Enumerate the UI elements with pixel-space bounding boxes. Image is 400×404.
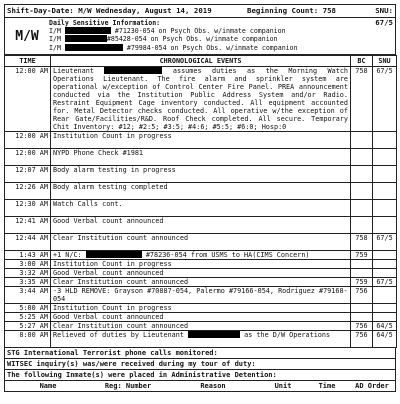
sensitive-info-block <box>4 18 396 55</box>
table-row: 3:00 AM Institution Count in progress <box>5 260 397 269</box>
table-row: 5:25 AM Good Verbal count announced <box>5 313 397 322</box>
redaction-box <box>65 35 107 42</box>
table-row: 12:00 AM NYPD Phone Check #1981 <box>5 149 397 166</box>
redaction-box <box>86 251 142 258</box>
table-row: 12:00 AM Lieutenant assumes duties as the Morning Watch Operations Lieutenant. The fire alarm and sprinkler system are operational w/exception of Control Center Fire Panel. PREA announcement conducted via the Institution Public Address System and/or Radio. Restraint Equipment Cage inventory conducted. All equipment accounted for. Metal Detector checks conducted. All operative w/the exception of Rear Gate/Facilities/R&D. Roof Check completed. All secure. Temporary Chit Inventory: #12; #2:5; #3:5; #4:6; #5:5; #6:0; Hosp:0 758 67/5 <box>5 67 397 132</box>
snu-total: SNU: 67/5 <box>375 6 393 27</box>
sensitive-line: I/M #85428-054 on Psych Obs. w/inmate companion <box>49 35 278 44</box>
witsec-line: WITSEC inquiry(s) was/were received during my tour of duty: <box>4 359 396 370</box>
table-row: 12:26 AM Body alarm testing completed <box>5 183 397 200</box>
redaction-box <box>65 44 123 51</box>
admin-detention-line: The following Inmate(s) were placed in Administrative Detention: <box>4 370 396 381</box>
events-table <box>4 55 397 348</box>
table-row: 5:00 AM Institution Count in progress <box>5 304 397 313</box>
beginning-count: Beginning Count: 758 <box>247 6 336 15</box>
col-events: CHRONOLOGICAL EVENTS <box>51 56 351 67</box>
sensitive-info-title: Daily Sensitive Information: <box>49 19 161 27</box>
table-row: 3:35 AM Clear Institution count announced 759 67/5 <box>5 278 397 287</box>
table-row: 1:43 AM +1 N/C: #78236-054 from USMS to HA(CIMS Concern) 759 <box>5 251 397 260</box>
sensitive-line: I/M #71230-054 on Psych Obs. w/inmate companion <box>49 27 286 36</box>
shift-day-date: Shift-Day-Date: M/W Wednesday, August 14, 2019 <box>7 6 212 15</box>
table-row: 12:07 AM Body alarm testing in progress <box>5 166 397 183</box>
redaction-box <box>104 67 162 74</box>
redaction-box <box>65 27 111 34</box>
table-row: 12:30 AM Watch Calls cont. <box>5 200 397 217</box>
col-snu: SNU <box>373 56 397 67</box>
ad-col-reason: Reason <box>200 382 226 390</box>
events-header-row <box>5 56 397 67</box>
ad-col-time: Time <box>318 382 336 390</box>
table-row: 3:32 AM Good Verbal count announced <box>5 269 397 278</box>
sensitive-info-lines <box>49 18 395 54</box>
col-bc: BC <box>351 56 373 67</box>
table-row: 8:00 AM Relieved of duties by Lieutenant as the D/W Operations 756 64/5 <box>5 331 397 348</box>
ad-col-reg: Reg: Number <box>104 382 152 390</box>
shift-code: M/W <box>15 28 39 44</box>
log-page <box>4 4 396 392</box>
table-row: 5:27 AM Clear Institution count announced 756 64/5 <box>5 322 397 331</box>
sensitive-line: I/M #79984-054 on Psych Obs. w/inmate companion <box>49 43 298 52</box>
table-row: 12:00 AM Institution Count in progress <box>5 132 397 149</box>
ad-col-unit: Unit <box>274 382 292 390</box>
table-row: 12:41 AM Good Verbal count announced <box>5 217 397 234</box>
col-time: TIME <box>5 56 51 67</box>
ad-header-row <box>4 381 396 392</box>
table-row: 3:44 AM -3 HLD REMOVE: Grayson #70887-054, Palermo #79166-054, Rodriguez #79168-054 756 <box>5 287 397 304</box>
ad-col-order: AD Order <box>355 382 389 390</box>
table-row: 12:44 AM Clear Institution count announced 758 67/5 <box>5 234 397 251</box>
ad-col-name: Name <box>39 382 57 390</box>
redaction-box <box>188 331 240 338</box>
stg-calls-line: STG International Terrorist phone calls monitored: <box>4 348 396 359</box>
